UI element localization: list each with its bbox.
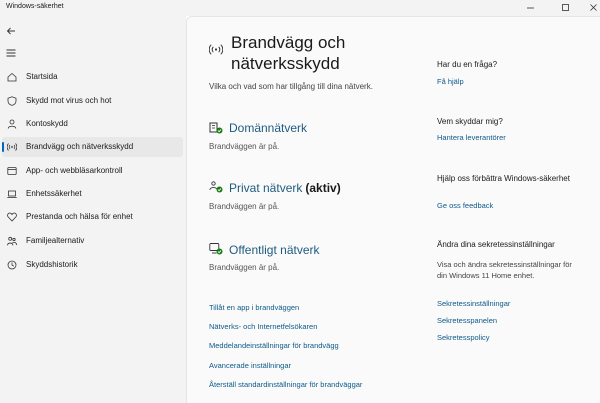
sidebar-item-home[interactable]: [2, 67, 183, 87]
shield-icon: [7, 96, 17, 106]
page-subtitle: Vilka och vad som har tillgång till dina nätverk.: [209, 82, 373, 91]
window-title: Windows-säkerhet: [6, 3, 64, 10]
network-troubleshooter-link[interactable]: Nätverks- och Internetfelsökaren: [209, 322, 318, 331]
restore-defaults-link[interactable]: Återställ standardinställningar för brandväggar: [209, 380, 363, 389]
close-button[interactable]: [578, 0, 600, 14]
sidebar-item-app-browser[interactable]: [2, 161, 183, 181]
public-network-icon: [209, 242, 223, 255]
person-icon: [7, 119, 17, 129]
private-network-icon: [209, 180, 223, 193]
sidebar-item-label: Skyddshistorik: [26, 260, 78, 269]
sidebar-item-label: Enhetssäkerhet: [26, 189, 82, 198]
sidebar-item-account-protection[interactable]: [2, 114, 183, 134]
network-status: Brandväggen är på.: [209, 202, 280, 211]
page-title: Brandvägg och nätverksskydd: [231, 33, 346, 73]
active-indicator: [2, 142, 4, 152]
public-network-link[interactable]: [229, 243, 320, 257]
domain-network-link[interactable]: [229, 121, 307, 135]
notification-settings-link[interactable]: Meddelandeinställningar för brandvägg: [209, 341, 339, 350]
back-arrow-icon[interactable]: [6, 26, 16, 36]
heart-icon: [7, 212, 17, 222]
sidebar-item-history[interactable]: [2, 255, 183, 275]
sidebar-item-label: Prestanda och hälsa för enhet: [26, 212, 133, 221]
active-label: (aktiv): [305, 181, 341, 195]
privacy-description: Visa och ändra sekretessinställningar för din Windows 11 Home enhet.: [437, 260, 572, 280]
domain-network-icon: [209, 121, 223, 134]
help-heading: Har du en fråga?: [437, 60, 498, 69]
history-icon: [7, 260, 17, 270]
maximize-button[interactable]: [550, 0, 580, 14]
network-title: Privat nätverk: [229, 181, 303, 195]
manage-providers-link[interactable]: Hantera leverantörer: [437, 133, 506, 142]
sidebar-item-device-security[interactable]: [2, 184, 183, 204]
wifi-antenna-icon: [209, 43, 223, 56]
protect-heading: Vem skyddar mig?: [437, 117, 503, 126]
feedback-link[interactable]: Ge oss feedback: [437, 201, 494, 210]
network-title: Offentligt nätverk: [229, 243, 320, 257]
sidebar-item-label: Startsida: [26, 72, 58, 81]
network-status: Brandväggen är på.: [209, 142, 280, 151]
sidebar-item-virus-protection[interactable]: [2, 91, 183, 111]
sidebar-item-label: Familjealternativ: [26, 236, 85, 245]
network-status: Brandväggen är på.: [209, 263, 280, 272]
sidebar-item-firewall[interactable]: [2, 137, 183, 157]
hamburger-icon[interactable]: [6, 48, 16, 58]
network-title: Domännätverk: [229, 121, 308, 135]
advanced-settings-link[interactable]: Avancerade inställningar: [209, 361, 291, 370]
sidebar-item-label: App- och webbläsarkontroll: [26, 166, 123, 175]
allow-app-link[interactable]: Tillåt en app i brandväggen: [209, 303, 300, 312]
sidebar-item-device-health[interactable]: [2, 207, 183, 227]
sidebar-item-label: Brandvägg och nätverksskydd: [26, 142, 134, 151]
privacy-dashboard-link[interactable]: Sekretesspanelen: [437, 316, 498, 325]
title-bar: [0, 0, 600, 16]
sidebar-item-family[interactable]: [2, 231, 183, 251]
sidebar-item-label: Skydd mot virus och hot: [26, 96, 112, 105]
minimize-icon: [526, 3, 535, 12]
get-help-link[interactable]: Få hjälp: [437, 77, 464, 86]
privacy-heading: Ändra dina sekretessinställningar: [437, 240, 555, 249]
feedback-heading: Hjälp oss förbättra Windows-säkerhet: [437, 174, 570, 183]
maximize-icon: [561, 3, 570, 12]
family-icon: [7, 236, 17, 246]
privacy-policy-link[interactable]: Sekretesspolicy: [437, 333, 490, 342]
private-network-link[interactable]: [229, 181, 341, 195]
sidebar-item-label: Kontoskydd: [26, 119, 68, 128]
close-icon: [589, 3, 598, 12]
wifi-antenna-icon: [7, 142, 17, 152]
minimize-button[interactable]: [515, 0, 545, 14]
privacy-settings-link[interactable]: Sekretessinställningar: [437, 299, 511, 308]
home-icon: [7, 72, 17, 82]
browser-icon: [7, 166, 17, 176]
sidebar: [0, 16, 186, 403]
laptop-icon: [7, 189, 17, 199]
